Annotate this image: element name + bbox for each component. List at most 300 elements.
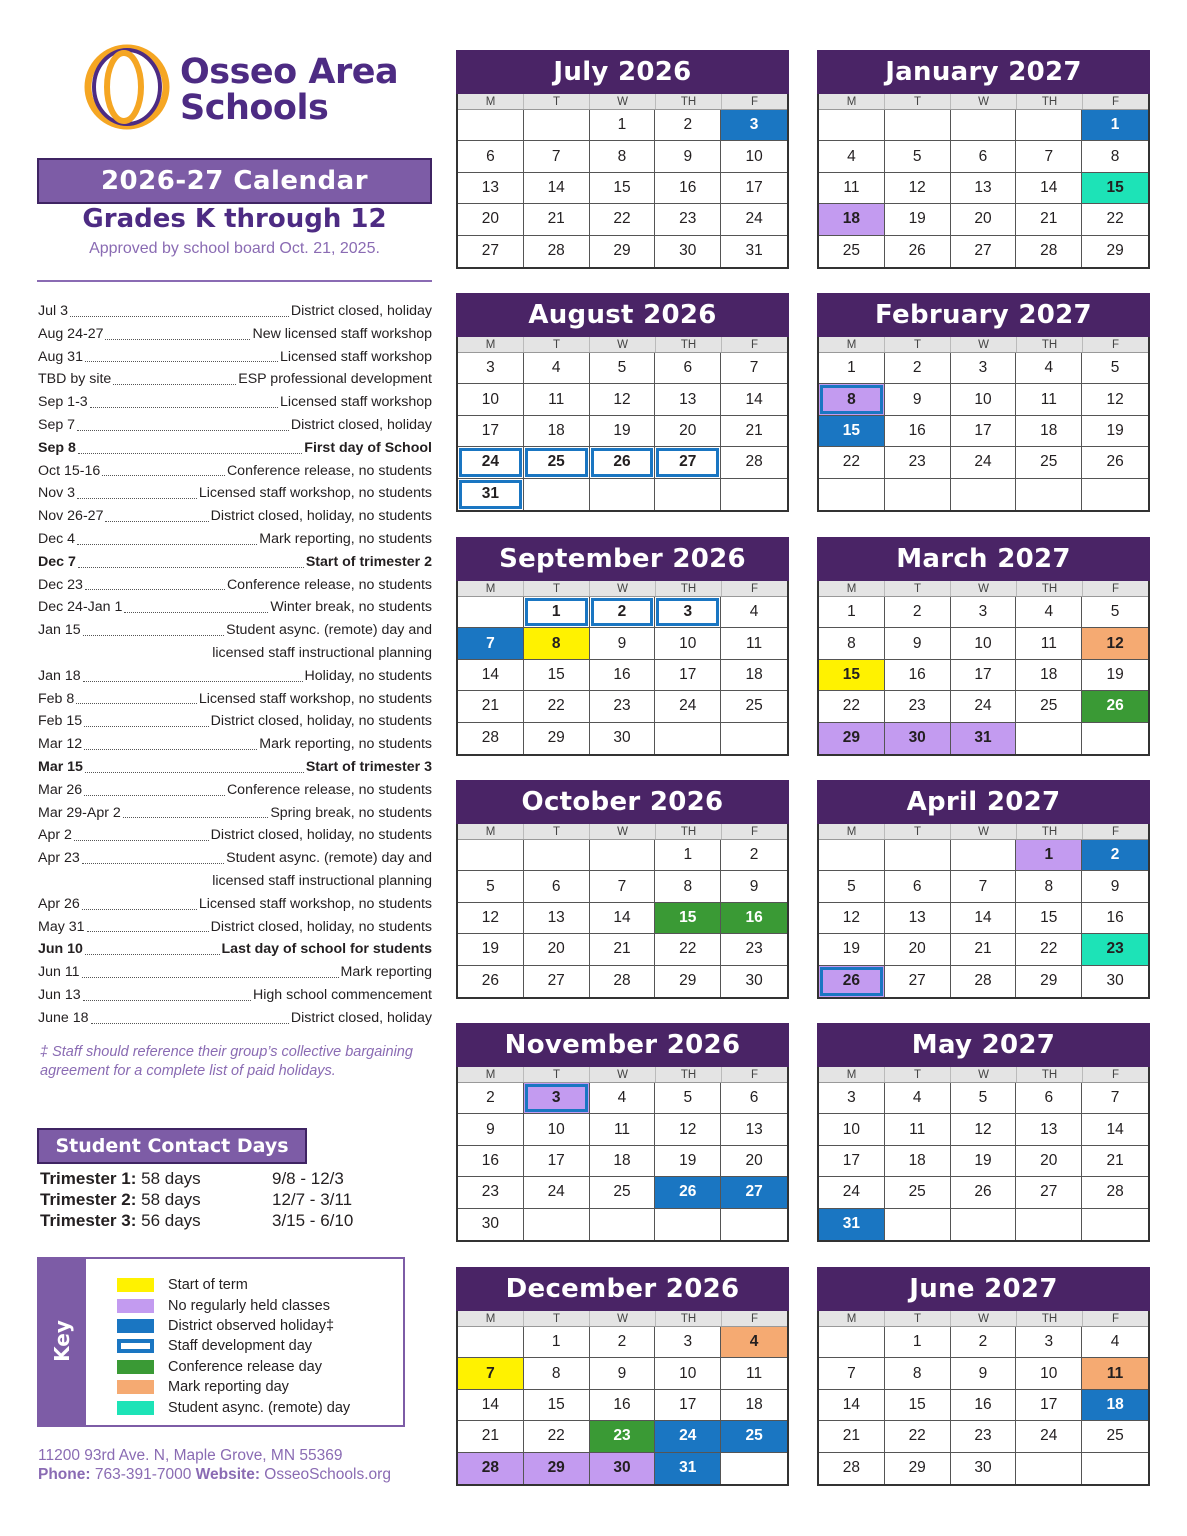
day-cell: 27 (524, 966, 590, 997)
day-cell: 13 (458, 173, 524, 204)
key-item-label: Staff development day (168, 1338, 313, 1355)
day-cell: 21 (819, 1421, 885, 1452)
day-cell: 3 (655, 1327, 721, 1358)
weekday-label: T (524, 824, 590, 839)
empty-day-cell (524, 110, 590, 141)
day-cell: 1 (590, 110, 656, 141)
event-description: Conference release, no students (226, 462, 432, 479)
day-cell: 7 (721, 353, 787, 384)
month-title: March 2027 (817, 537, 1150, 581)
day-cell: 18 (721, 1390, 787, 1421)
day-cell: 26 (885, 236, 951, 267)
empty-day-cell (524, 840, 590, 871)
empty-day-cell (1016, 1209, 1082, 1240)
weekday-label: T (885, 94, 951, 109)
month-grid (456, 94, 789, 269)
day-cell: 10 (721, 141, 787, 172)
month-october-2026 (456, 780, 789, 999)
event-row (38, 596, 432, 619)
event-description-continued: licensed staff instructional planning (212, 644, 432, 661)
contact-days-list (40, 1168, 420, 1231)
phone-label: Phone: (38, 1466, 91, 1483)
day-cell: 1 (524, 597, 590, 628)
grades-subtitle: Grades K through 12 (82, 204, 387, 234)
day-cell: 5 (885, 141, 951, 172)
weekday-label: T (885, 1311, 951, 1326)
day-cell: 5 (951, 1083, 1017, 1114)
event-date: Dec 4 (38, 530, 76, 547)
month-september-2026 (456, 537, 789, 756)
empty-day-cell (590, 840, 656, 871)
day-cell: 21 (524, 204, 590, 235)
month-title: August 2026 (456, 293, 789, 337)
day-count: 58 days (136, 1190, 201, 1209)
day-cell: 23 (951, 1421, 1017, 1452)
day-cell: 9 (721, 871, 787, 902)
day-cell: 24 (819, 1177, 885, 1208)
day-cell: 23 (590, 1421, 656, 1452)
day-cell: 25 (721, 1421, 787, 1452)
day-cell: 6 (1016, 1083, 1082, 1114)
day-cell: 19 (951, 1146, 1017, 1177)
weekday-label: F (1111, 96, 1120, 108)
event-date: Oct 15-16 (38, 462, 101, 479)
empty-day-cell (1016, 1453, 1082, 1484)
day-cell: 12 (655, 1114, 721, 1145)
empty-day-cell (819, 110, 885, 141)
day-cell: 13 (655, 384, 721, 415)
month-grid (817, 1067, 1150, 1242)
weekday-header (819, 94, 1148, 110)
trimester-label: Trimester 1: (40, 1169, 137, 1188)
day-cell: 17 (819, 1146, 885, 1177)
key-item-label: Mark reporting day (168, 1379, 289, 1396)
day-cell: 8 (1016, 871, 1082, 902)
event-description: Conference release, no students (226, 576, 432, 593)
key-item (117, 1377, 350, 1397)
empty-day-cell (819, 479, 885, 510)
day-cell: 6 (721, 1083, 787, 1114)
day-cell: 20 (951, 204, 1017, 235)
day-cells (819, 1327, 1148, 1484)
leader-dots (77, 544, 257, 545)
day-cell: 25 (721, 691, 787, 722)
leader-dots (85, 589, 225, 590)
day-cell: 2 (885, 353, 951, 384)
day-cell: 27 (721, 1177, 787, 1208)
day-cell: 18 (721, 660, 787, 691)
empty-day-cell (1016, 723, 1082, 754)
day-cell: 12 (885, 173, 951, 204)
month-grid (817, 94, 1150, 269)
month-grid (456, 337, 789, 512)
day-cell: 21 (951, 934, 1017, 965)
day-cell: 26 (951, 1177, 1017, 1208)
day-cell: 17 (524, 1146, 590, 1177)
month-title: October 2026 (456, 780, 789, 824)
empty-day-cell (458, 1327, 524, 1358)
event-description: District closed, holiday, no students (210, 918, 432, 935)
day-cell: 14 (951, 903, 1017, 934)
weekday-label: F (750, 1069, 759, 1081)
month-grid (456, 1311, 789, 1486)
event-date: Aug 24-27 (38, 325, 104, 342)
holiday-footnote: ‡ Staff should reference their group’s collective bargaining agreement for a complete list of paid holidays. (40, 1044, 413, 1079)
key-item (117, 1295, 350, 1315)
leader-dots (84, 749, 257, 750)
day-cell: 9 (885, 384, 951, 415)
event-description: Mark reporting (340, 964, 432, 981)
empty-day-cell (885, 479, 951, 510)
weekday-label: F (1111, 583, 1120, 595)
weekday-label: F (750, 826, 759, 838)
event-row (38, 802, 432, 825)
day-cell: 13 (1016, 1114, 1082, 1145)
leader-dots (105, 521, 208, 522)
day-cell: 10 (1016, 1358, 1082, 1389)
day-cell: 2 (458, 1083, 524, 1114)
day-cell: 30 (885, 723, 951, 754)
day-cell: 12 (590, 384, 656, 415)
leader-dots (74, 840, 209, 841)
day-cell: 5 (590, 353, 656, 384)
day-cell: 17 (951, 416, 1017, 447)
day-cell: 1 (819, 597, 885, 628)
leader-dots (124, 612, 268, 613)
empty-day-cell (590, 479, 656, 510)
key-item-label: Student async. (remote) day (168, 1399, 351, 1416)
day-cell: 18 (524, 416, 590, 447)
day-cell: 6 (951, 141, 1017, 172)
weekday-label: W (951, 824, 1017, 839)
day-cell: 17 (721, 173, 787, 204)
empty-day-cell (819, 1327, 885, 1358)
month-title: September 2026 (456, 537, 789, 581)
month-january-2027 (817, 50, 1150, 269)
key-item (117, 1275, 350, 1295)
events-list (38, 300, 432, 1030)
day-cell: 14 (458, 1390, 524, 1421)
day-cell: 21 (458, 691, 524, 722)
day-cell: 4 (721, 597, 787, 628)
event-row (38, 460, 432, 483)
event-date: Apr 26 (38, 895, 80, 912)
empty-day-cell (458, 110, 524, 141)
leader-dots (85, 361, 278, 362)
empty-day-cell (721, 479, 787, 510)
swatch-outline (117, 1339, 154, 1353)
empty-day-cell (1082, 1209, 1148, 1240)
day-cells (819, 1083, 1148, 1240)
day-cell: 8 (885, 1358, 951, 1389)
weekday-label: T (885, 824, 951, 839)
day-cell: 19 (590, 416, 656, 447)
key-item (117, 1357, 350, 1377)
day-cell: 26 (655, 1177, 721, 1208)
empty-day-cell (721, 1453, 787, 1484)
day-cell: 8 (524, 1358, 590, 1389)
day-cell: 4 (721, 1327, 787, 1358)
weekday-header (458, 1311, 787, 1327)
day-cell: 15 (819, 660, 885, 691)
day-cell: 9 (655, 141, 721, 172)
day-cell: 28 (819, 1453, 885, 1484)
day-cell: 4 (590, 1083, 656, 1114)
day-cell: 17 (951, 660, 1017, 691)
day-cell: 29 (1106, 242, 1124, 260)
trimester-row (40, 1189, 420, 1210)
trimester-range: 3/15 - 6/10 (272, 1211, 354, 1230)
trimester-label: Trimester 3: (40, 1211, 137, 1230)
weekday-label: F (1111, 1069, 1120, 1081)
day-cell: 31 (745, 242, 763, 260)
day-cell: 29 (524, 1453, 590, 1484)
empty-day-cell (951, 479, 1017, 510)
month-title: December 2026 (456, 1267, 789, 1311)
empty-day-cell (951, 110, 1017, 141)
day-cell: 28 (951, 966, 1017, 997)
day-cell: 26 (1082, 447, 1148, 478)
empty-day-cell (655, 479, 721, 510)
trimester-range: 9/8 - 12/3 (272, 1169, 344, 1188)
day-cell: 9 (590, 628, 656, 659)
event-row (38, 916, 432, 939)
weekday-header (819, 1067, 1148, 1083)
weekday-label: T (524, 337, 590, 352)
logo-line-1: Osseo Area (180, 52, 399, 92)
event-date: Sep 1-3 (38, 394, 88, 411)
weekday-label: W (590, 94, 656, 109)
day-cell: 18 (590, 1146, 656, 1177)
key-items (117, 1275, 350, 1418)
day-cell: 8 (819, 384, 885, 415)
day-cell: 11 (1016, 628, 1082, 659)
day-cell: 3 (951, 353, 1017, 384)
event-date: Nov 3 (38, 485, 76, 502)
day-cell: 30 (951, 1453, 1017, 1484)
weekday-label: M (458, 94, 524, 109)
day-cell: 22 (1082, 204, 1148, 235)
day-cell: 12 (1082, 628, 1148, 659)
day-cell: 29 (590, 236, 656, 267)
day-cell: 22 (524, 1421, 590, 1452)
day-cell: 24 (524, 1177, 590, 1208)
key-item (117, 1316, 350, 1336)
day-cell: 19 (819, 934, 885, 965)
weekday-label: M (458, 1311, 524, 1326)
day-cell: 11 (1082, 1358, 1148, 1389)
day-cell: 23 (885, 447, 951, 478)
day-cell: 13 (721, 1114, 787, 1145)
month-july-2026 (456, 50, 789, 269)
weekday-label: F (750, 96, 759, 108)
weekday-label: T (524, 581, 590, 596)
day-count: 58 days (136, 1169, 201, 1188)
swatch-lilac (117, 1299, 154, 1313)
event-date: Jun 11 (38, 964, 80, 981)
day-cell: 29 (655, 966, 721, 997)
leader-dots (82, 977, 339, 978)
day-cell: 24 (458, 447, 524, 478)
day-cell: 19 (458, 934, 524, 965)
day-cell: 28 (1082, 1177, 1148, 1208)
day-cell: 2 (885, 597, 951, 628)
month-june-2027 (817, 1267, 1150, 1486)
weekday-header (458, 824, 787, 840)
swatch-green (117, 1360, 154, 1374)
day-cell: 12 (819, 903, 885, 934)
day-cell: 28 (458, 1453, 524, 1484)
event-description: Mark reporting, no students (259, 530, 432, 547)
day-cell: 30 (458, 1209, 524, 1240)
swatch-blue (117, 1319, 154, 1333)
event-row (38, 505, 432, 528)
empty-day-cell (1082, 723, 1148, 754)
day-cell: 30 (1106, 972, 1124, 990)
day-cell: 25 (1016, 691, 1082, 722)
empty-day-cell (1082, 1453, 1148, 1484)
day-cell: 7 (458, 628, 524, 659)
weekday-label: TH (656, 581, 722, 596)
month-grid (817, 1311, 1150, 1486)
weekday-header (819, 824, 1148, 840)
day-cell: 18 (1016, 660, 1082, 691)
day-cell: 22 (590, 204, 656, 235)
event-row (38, 551, 432, 574)
day-cell: 31 (655, 1453, 721, 1484)
day-cell: 12 (458, 903, 524, 934)
event-date: Nov 26-27 (38, 508, 104, 525)
day-cell: 9 (590, 1358, 656, 1389)
event-description: High school commencement (253, 986, 432, 1003)
day-cell: 23 (458, 1177, 524, 1208)
day-cell: 21 (590, 934, 656, 965)
day-cell: 11 (885, 1114, 951, 1145)
day-cell: 1 (655, 840, 721, 871)
event-row (38, 733, 432, 756)
empty-day-cell (458, 840, 524, 871)
day-cell: 15 (524, 660, 590, 691)
day-cell: 21 (1016, 204, 1082, 235)
weekday-label: M (819, 1311, 885, 1326)
day-cell: 2 (590, 1327, 656, 1358)
event-description: Winter break, no students (270, 599, 432, 616)
day-cell: 9 (951, 1358, 1017, 1389)
leader-dots (123, 817, 269, 818)
event-description: Last day of school for students (221, 941, 432, 958)
day-cell: 28 (590, 966, 656, 997)
leader-dots (83, 681, 303, 682)
day-cell: 25 (524, 447, 590, 478)
day-cell: 3 (721, 110, 787, 141)
event-row (38, 665, 432, 688)
day-cell: 5 (458, 871, 524, 902)
day-cell: 16 (1082, 903, 1148, 934)
weekday-label: F (1111, 339, 1120, 351)
weekday-header (458, 581, 787, 597)
day-cell: 25 (590, 1177, 656, 1208)
day-cell: 30 (655, 236, 721, 267)
event-description: Spring break, no students (270, 804, 432, 821)
empty-day-cell (524, 1209, 590, 1240)
day-cell: 31 (458, 479, 524, 510)
day-cells (458, 840, 787, 997)
weekday-label: M (458, 337, 524, 352)
day-cell: 8 (655, 871, 721, 902)
day-cell: 5 (819, 871, 885, 902)
empty-day-cell (819, 840, 885, 871)
day-cell: 3 (655, 597, 721, 628)
day-cell: 14 (524, 173, 590, 204)
weekday-label: T (524, 1067, 590, 1082)
day-cell: 7 (458, 1358, 524, 1389)
day-cell: 6 (524, 871, 590, 902)
weekday-label: M (458, 581, 524, 596)
weekday-label: F (750, 1313, 759, 1325)
day-cell: 16 (885, 660, 951, 691)
logo-line-2: Schools (180, 88, 329, 128)
day-cell: 25 (885, 1177, 951, 1208)
day-cell: 2 (655, 110, 721, 141)
street-address: 11200 93rd Ave. N, Maple Grove, MN 55369 (38, 1447, 343, 1464)
day-cell: 7 (951, 871, 1017, 902)
event-date: June 18 (38, 1009, 89, 1026)
empty-day-cell (721, 723, 787, 754)
event-row (38, 437, 432, 460)
day-cell: 20 (885, 934, 951, 965)
event-description: District closed, holiday (290, 303, 432, 319)
weekday-label: W (951, 94, 1017, 109)
leader-dots (90, 407, 278, 408)
day-cell: 16 (951, 1390, 1017, 1421)
day-cell: 28 (524, 236, 590, 267)
day-cell: 8 (819, 628, 885, 659)
day-cell: 31 (819, 1209, 885, 1240)
day-cell: 16 (590, 1390, 656, 1421)
day-cell: 17 (655, 1390, 721, 1421)
day-cell: 29 (885, 1453, 951, 1484)
event-row (38, 528, 432, 551)
day-cell: 24 (951, 447, 1017, 478)
weekday-label: W (951, 581, 1017, 596)
event-date: Sep 8 (38, 439, 76, 456)
day-cell: 31 (951, 723, 1017, 754)
event-description: Mark reporting, no students (259, 736, 432, 753)
website-link[interactable]: OsseoSchools.org (259, 1466, 391, 1483)
weekday-label: TH (656, 337, 722, 352)
weekday-label: T (524, 94, 590, 109)
event-row (38, 961, 432, 984)
event-description: Conference release, no students (226, 781, 432, 798)
leader-dots (76, 703, 197, 704)
event-description-continued: licensed staff instructional planning (212, 872, 432, 889)
weekday-label: T (885, 581, 951, 596)
day-cell: 11 (524, 384, 590, 415)
day-cell: 25 (1082, 1421, 1148, 1452)
weekday-label: W (951, 1311, 1017, 1326)
day-cell: 4 (819, 141, 885, 172)
month-title: November 2026 (456, 1023, 789, 1067)
weekday-label: M (819, 1067, 885, 1082)
event-description: District closed, holiday, no students (210, 827, 432, 844)
event-description: District closed, holiday, no students (210, 713, 432, 730)
weekday-label: TH (1017, 337, 1083, 352)
weekday-header (819, 581, 1148, 597)
month-title: May 2027 (817, 1023, 1150, 1067)
weekday-label: TH (1017, 94, 1083, 109)
month-december-2026 (456, 1267, 789, 1486)
day-cell: 16 (590, 660, 656, 691)
